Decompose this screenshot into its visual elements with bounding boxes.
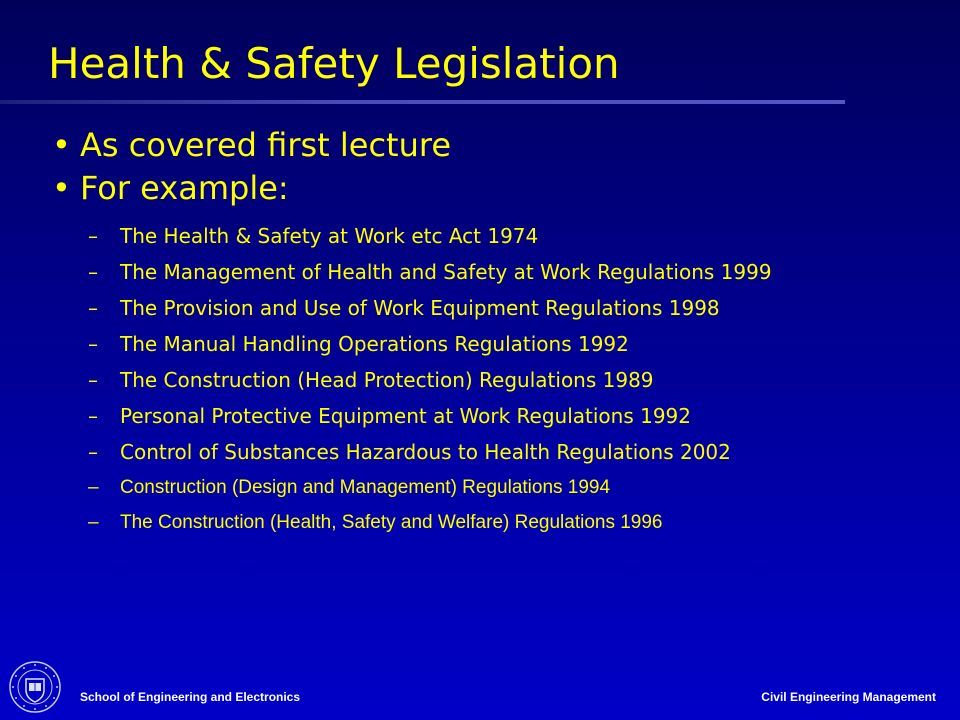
dash-icon: – [88, 404, 98, 428]
sub-item [88, 404, 918, 428]
dash-icon: – [88, 260, 98, 284]
dash-icon: – [88, 332, 98, 356]
sub-item-text: The Construction (Head Protection) Regulations 1989 [120, 368, 654, 392]
bullet-dot-icon: • [52, 126, 71, 164]
bullet-dot-icon: • [52, 169, 71, 207]
title-divider [0, 100, 845, 104]
sub-item [88, 511, 918, 535]
sub-item-text: Control of Substances Hazardous to Health Regulations 2002 [120, 440, 731, 464]
university-crest-icon [8, 660, 62, 714]
sub-item-text: Personal Protective Equipment at Work Regulations 1992 [120, 404, 691, 428]
sub-item [88, 440, 918, 464]
sub-item-text: Construction (Design and Management) Regulations 1994 [120, 477, 611, 498]
bullet-text: For example: [80, 169, 289, 207]
dash-icon: – [88, 440, 98, 464]
sub-item [88, 224, 918, 248]
sub-item [88, 476, 918, 500]
dash-icon: – [88, 296, 98, 320]
sub-item [88, 296, 918, 320]
sub-item-text: The Health & Safety at Work etc Act 1974 [120, 224, 539, 248]
sub-item [88, 368, 918, 392]
sub-item-text: The Construction (Health, Safety and Welfare) Regulations 1996 [120, 512, 663, 533]
bullet-item [52, 126, 932, 164]
sub-item [88, 332, 918, 356]
sub-item-text: The Manual Handling Operations Regulations 1992 [120, 332, 629, 356]
bullet-list [52, 126, 932, 212]
dash-icon: – [88, 368, 98, 392]
dash-icon: – [88, 512, 99, 533]
footer-course-name: Civil Engineering Management [761, 690, 936, 704]
footer-school-name: School of Engineering and Electronics [80, 690, 301, 704]
bullet-item [52, 169, 932, 207]
slide-title: Health & Safety Legislation [48, 39, 620, 88]
bullet-text: As covered first lecture [80, 126, 451, 164]
sub-item-text: The Management of Health and Safety at Work Regulations 1999 [120, 260, 772, 284]
dash-icon: – [88, 477, 99, 498]
sub-item [88, 260, 918, 284]
sub-item-list [88, 224, 918, 546]
sub-item-text: The Provision and Use of Work Equipment Regulations 1998 [120, 296, 720, 320]
dash-icon: – [88, 224, 98, 248]
